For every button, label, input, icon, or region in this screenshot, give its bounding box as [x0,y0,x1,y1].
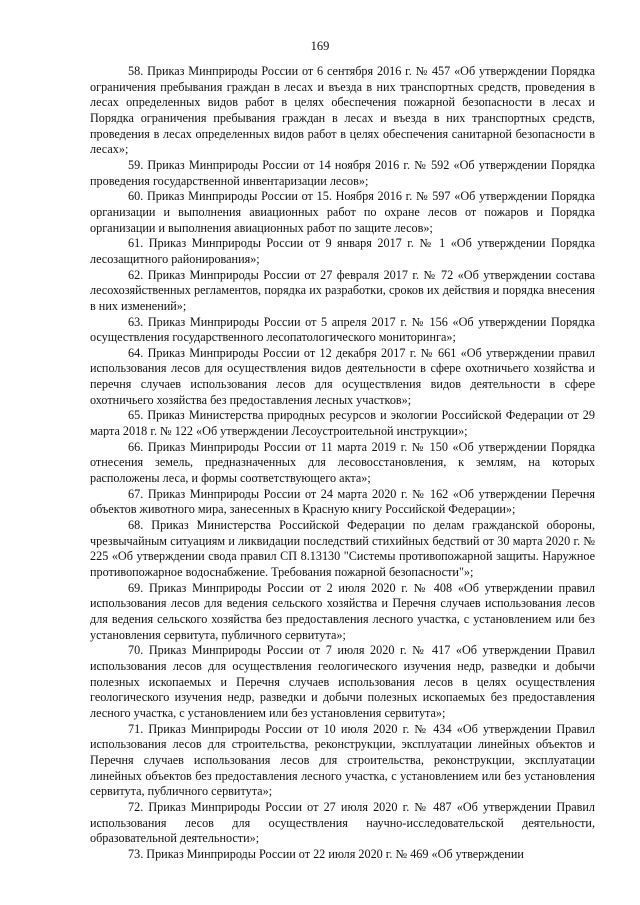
list-item: 64. Приказ Минприроды России от 12 декабря 2017 г. № 661 «Об утверждении правил использования лесов для осуществления видов деятельности в сфере охотничьего хозяйства и перечня случаев использования лесов для осуществления видов деятельности в сфере охотничьего хозяйства без предоставления лесных участков»; [90,345,595,407]
list-item: 62. Приказ Минприроды России от 27 февраля 2017 г. № 72 «Об утверждении состава лесохозяйственных регламентов, порядка их разработки, сроков их действия и порядка внесения в них изменений»; [90,267,595,313]
list-item: 65. Приказ Министерства природных ресурсов и экологии Российской Федерации от 29 марта 2018 г. № 122 «Об утверждении Лесоустроительной инструкции»; [90,408,595,439]
list-item: 60. Приказ Минприроды России от 15. Ноября 2016 г. № 597 «Об утверждении Порядка организации и выполнения авиационных работ по охране лесов от пожаров и Порядка организации и выполнения авиационных работ по защите лесов»; [90,189,595,235]
page-number: 169 [310,39,330,53]
list-item: 69. Приказ Минприроды России от 2 июля 2020 г. № 408 «Об утверждении правил использования лесов для ведения сельского хозяйства и Перечня случаев использования лесов для ведения сельского хозяйства без предоставления лесного участка, с установлением или без установления сервитута, публичного сервитута»; [90,580,595,642]
list-item: 63. Приказ Минприроды России от 5 апреля 2017 г. № 156 «Об утверждении Порядка осуществления государственного лесопатологического мониторинга»; [90,314,595,345]
list-item: 72. Приказ Минприроды России от 27 июля 2020 г. № 487 «Об утверждении Правил использования лесов для осуществления научно-исследовательской деятельности, образовательной деятельности»; [90,799,595,846]
list-item: 68. Приказ Министерства Российской Федерации по делам гражданской обороны, чрезвычайным ситуациям и ликвидации последствий стихийных бедствий от 30 марта 2020 г. № 225 «Об утверждении свода правил СП 8.13130 "Системы противопожарной защиты. Наружное противопожарное водоснабжение. Требования пожарной безопасности"»; [90,518,595,579]
list-item: 67. Приказ Минприроды России от 24 марта 2020 г. № 162 «Об утверждении Перечня объектов животного мира, занесенных в Красную книгу Российской Федерации»; [90,486,595,517]
list-item: 58. Приказ Минприроды России от 6 сентября 2016 г. № 457 «Об утверждении Порядка ограничения пребывания граждан в лесах и въезда в них транспортных средств, проведения в лесах определенных видов работ в целях обеспечения пожарной безопасности в лесах и Порядка ограничения пребывания граждан в лесах и въезда в них транспортных средств, проведения в лесах определенных видов работ в целях обеспечения санитарной безопасности в лесах»; [90,64,595,157]
list-item: 73. Приказ Минприроды России от 22 июля 2020 г. № 469 «Об утверждении [128,846,524,861]
list-item: 66. Приказ Минприроды России от 11 марта 2019 г. № 150 «Об утверждении Порядка отнесения земель, предназначенных для лесовосстановления, к землям, на которых расположены леса, и формы соответствующего акта»; [90,439,595,486]
list-item: 59. Приказ Минприроды России от 14 ноября 2016 г. № 592 «Об утверждении Порядка проведения государственной инвентаризации лесов»; [90,157,595,188]
list-item: 61. Приказ Минприроды России от 9 января 2017 г. № 1 «Об утверждении Порядка лесозащитного районирования»; [90,236,595,266]
regulation-list [90,64,595,862]
list-item: 70. Приказ Минприроды России от 7 июля 2020 г. № 417 «Об утверждении Правил использования лесов для осуществления геологического изучения недр, разведки и добычи полезных ископаемых и Перечня случаев использования лесов в целях осуществления геологического изучения недр, разведки и добычи полезных ископаемых без предоставления лесного участка, с установлением или без установления сервитута»; [90,643,595,720]
list-item: 71. Приказ Минприроды России от 10 июля 2020 г. № 434 «Об утверждении Правил использования лесов для строительства, реконструкции, эксплуатации линейных объектов и Перечня случаев использования лесов для строительства, реконструкции, эксплуатации линейных объектов без предоставления лесного участка, с установлением или без установления сервитута, публичного сервитута»; [90,721,595,799]
